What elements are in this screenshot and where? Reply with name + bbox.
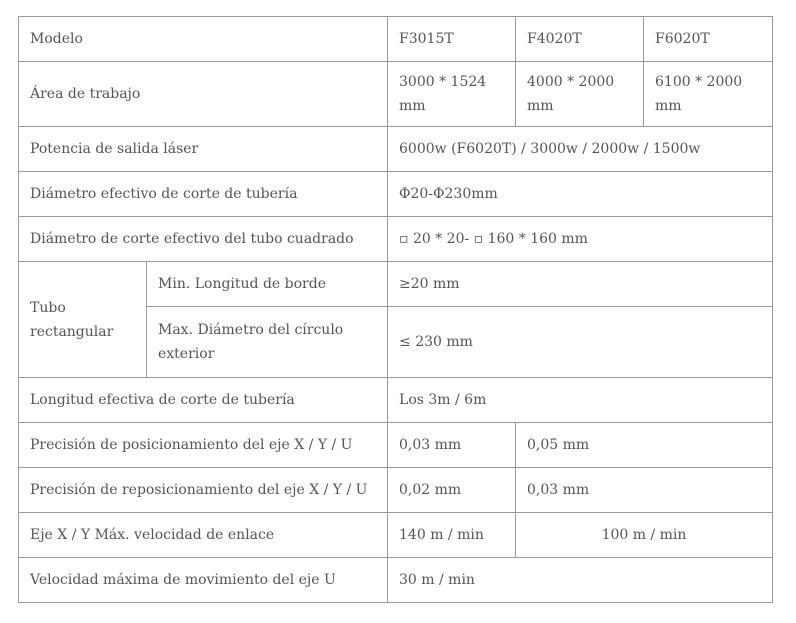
table-row-tube-diameter [19,172,773,217]
tube-diameter-value: Φ20-Φ230mm [388,172,773,217]
table-row-u-speed [19,558,773,603]
table-row-tube-length [19,378,773,423]
link-speed-value-1: 140 m / min [388,513,516,558]
max-circle-label: Max. Diámetro del círculo exterior [147,307,388,378]
laser-power-value: 6000w (F6020T) / 3000w / 2000w / 1500w [388,127,773,172]
link-speed-label: Eje X / Y Máx. velocidad de enlace [19,513,388,558]
u-speed-label: Velocidad máxima de movimiento del eje U [19,558,388,603]
table-row-laser-power [19,127,773,172]
positioning-label: Precisión de posicionamiento del eje X / Y / U [19,423,388,468]
link-speed-value-2: 100 m / min [516,513,773,558]
table-row-model [19,17,773,62]
square-tube-value: ▫ 20 * 20- ▫ 160 * 160 mm [388,217,773,262]
model-f4020t: F4020T [516,17,644,62]
min-edge-label: Min. Longitud de borde [147,262,388,307]
model-f3015t: F3015T [388,17,516,62]
table-row-link-speed [19,513,773,558]
work-area-label: Área de trabajo [19,62,388,127]
positioning-value-2: 0,05 mm [516,423,773,468]
repositioning-label: Precisión de reposicionamiento del eje X / Y / U [19,468,388,513]
work-area-f3015t: 3000 * 1524 mm [388,62,516,127]
square-tube-label: Diámetro de corte efectivo del tubo cuadrado [19,217,388,262]
table-row-rect-min-edge [19,262,773,307]
laser-power-label: Potencia de salida láser [19,127,388,172]
model-f6020t: F6020T [644,17,773,62]
table-row-positioning [19,423,773,468]
tube-length-label: Longitud efectiva de corte de tubería [19,378,388,423]
work-area-f6020t: 6100 * 2000 mm [644,62,773,127]
max-circle-value: ≤ 230 mm [388,307,773,378]
table-row-repositioning [19,468,773,513]
u-speed-value: 30 m / min [388,558,773,603]
work-area-f4020t: 4000 * 2000 mm [516,62,644,127]
repositioning-value-1: 0,02 mm [388,468,516,513]
tube-diameter-label: Diámetro efectivo de corte de tubería [19,172,388,217]
table-row-square-tube [19,217,773,262]
tube-length-value: Los 3m / 6m [388,378,773,423]
min-edge-value: ≥20 mm [388,262,773,307]
positioning-value-1: 0,03 mm [388,423,516,468]
table-row-work-area [19,62,773,127]
model-label: Modelo [19,17,388,62]
repositioning-value-2: 0,03 mm [516,468,773,513]
spec-table [18,16,773,603]
rect-tube-label: Tubo rectangular [19,262,147,378]
